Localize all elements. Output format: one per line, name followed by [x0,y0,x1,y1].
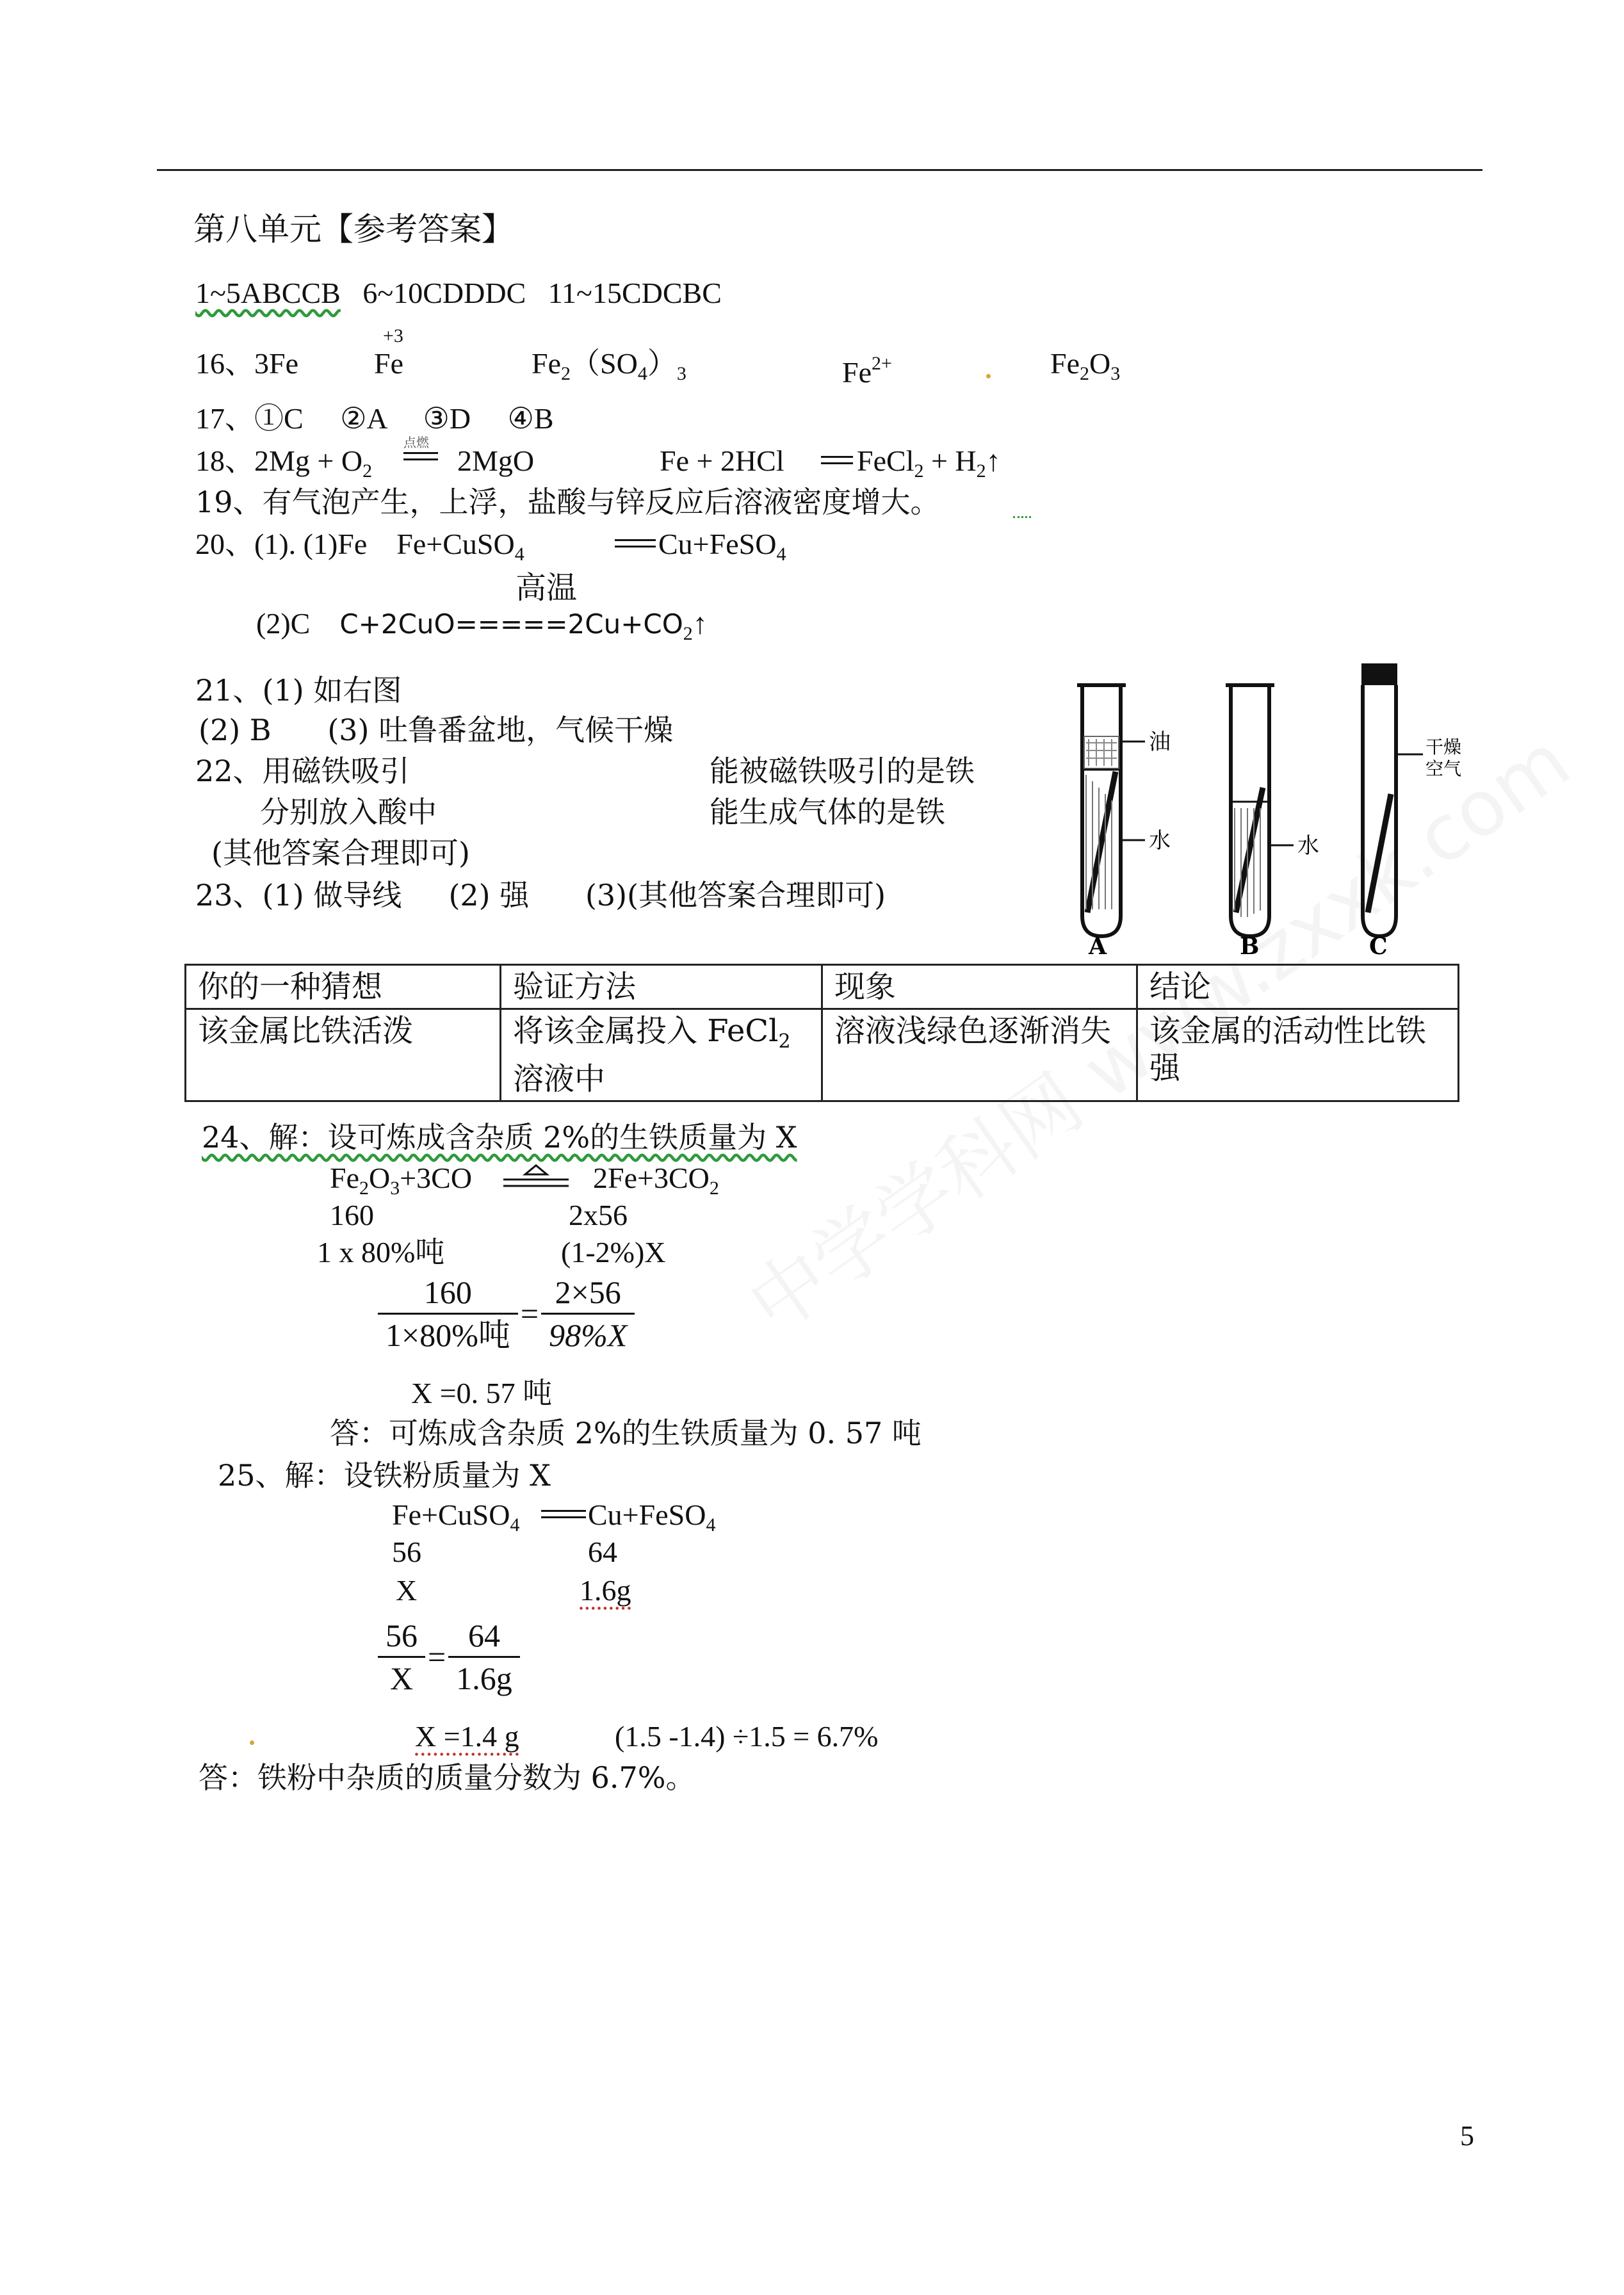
answer-1-5: 1~5ABCCB [195,277,341,309]
answer-25-proportion: $\frac{56}{X}$ = $\frac{64}{1.6g}$ [378,1615,520,1699]
answer-24-equation: $Fe_2O_3+3CO$ [330,1162,473,1199]
answer-24-conclusion: 答：可炼成含杂质 2%的生铁质量为 0. 57 吨 [330,1416,922,1450]
reaction-condition-high-temp: 高温 [516,570,578,606]
answer-25-conclusion: 答：铁粉中杂质的质量分数为 6.7%。 [199,1760,695,1795]
answer-25-mass-64: 64 [588,1536,617,1568]
wavy-mark [1013,512,1031,518]
answer-25-result: X =1.4 g [415,1720,519,1753]
label-water-b: 水 [1297,833,1319,859]
answer-24-result: X =0. 57 吨 [411,1377,553,1409]
answer-16-fe2so43: $Fe_2(SO_4)_3$ [532,347,686,384]
label-tube-a: A [1089,933,1107,960]
fraction-right: $\frac{2\times 56}{98\%X}$ [541,1272,635,1356]
answer-24-proportion: $\frac{160}{\text{1×80\%吨}}$ = $\frac{2\times 56}{98\%X}$ [378,1272,635,1356]
answer-23: 23、(1) 做导线 (2) 强 (3)(其他答案合理即可) [195,878,886,912]
fraction-right: $\frac{64}{1.6g}$ [448,1615,520,1699]
header-rule [157,169,1482,171]
answer-24-qty-ore: 1 x 80%吨 [317,1236,445,1269]
fraction-left: $\frac{160}{\text{1×80\%吨}}$ [378,1272,518,1356]
tube-a [1077,685,1145,936]
answer-25-intro: 25、解：设铁粉质量为 X [218,1458,551,1493]
heat-triangle-condition [501,1160,571,1192]
answer-19: 19、有气泡产生，上浮，盐酸与锌反应后溶液密度增大。 [195,485,940,519]
answer-24-mass-160: 160 [330,1199,374,1231]
answer-18-fe-hcl: Fe + 2HCl [660,444,784,477]
answer-20-line2: (2)C $C+2CuO=====2Cu+CO_2↑$ [256,607,708,644]
eq-line-top-20 [615,539,656,541]
answer-24-products: $2Fe+3CO_2$ [593,1162,719,1199]
answer-24-intro: 24、解：设可炼成含杂质 2%的生铁质量为 X [202,1120,797,1155]
fraction-left: $\frac{56}{X}$ [378,1615,425,1699]
answer-22-d: 能生成气体的是铁 [710,795,945,829]
answer-20-product: Cu+FeSO$_4$ [658,528,786,565]
page-number: 5 [1460,2120,1474,2152]
answer-line-1-15 [195,275,722,311]
answer-11-15: 11~15CDCBC [548,277,722,309]
answer-16-fe2o3: $Fe_2O_3$ [1050,347,1121,384]
reaction-condition-ignite: 点燃 [403,435,429,450]
label-air: 空气 [1425,758,1462,779]
table-header: 验证方法 [501,965,822,1009]
table-header: 结论 [1137,965,1459,1009]
eq-line-top [821,456,853,458]
answer-21-line2: (2) B (3) 吐鲁番盆地，气候干燥 [199,713,674,747]
eq-line-top-25 [541,1510,586,1512]
answer-20-line1: 20、(1). (1)Fe Fe+CuSO$_4$ [195,528,524,565]
table-header-row [186,965,1459,1009]
label-tube-b: B [1240,933,1260,960]
tube-b [1226,685,1294,936]
answer-24-qty-iron: (1-2%)X [561,1236,666,1269]
answer-22-e: (其他答案合理即可) [211,836,470,870]
label-water-a: 水 [1149,828,1171,854]
stray-dot [986,374,991,378]
table-row [186,1009,1459,1101]
answer-22-a: 22、用磁铁吸引 [195,754,410,788]
stray-dot [250,1740,254,1745]
answer-25-calc: (1.5 -1.4) ÷1.5 = 6.7% [615,1720,879,1753]
valence-mark: +3 [383,325,403,346]
test-tube-figure [1063,660,1473,961]
answer-18-product: 2MgO [457,444,535,477]
table-cell: 溶液浅绿色逐渐消失 [822,1009,1137,1101]
double-line-top [403,452,438,454]
label-tube-c: C [1369,933,1388,960]
answer-18: 18、$2Mg + O_2$ [195,444,373,482]
table-cell: 将该金属投入 FeCl$_2$ 溶液中 [501,1009,822,1101]
answer-18-products: FeCl$_2$ + $H_2↑$ [857,444,1001,482]
answer-16-fe-ion: $Fe^{2+}$ [842,353,892,389]
answer-25-1-6g: 1.6g [580,1574,631,1607]
double-line-bottom [403,458,438,460]
page-title: 第八单元【参考答案】 [193,211,514,248]
tube-c [1361,663,1423,936]
table-cell: 该金属的活动性比铁强 [1137,1009,1459,1101]
answer-16-fe: Fe [374,347,403,380]
answer-17: 17、①C ②A ③D ④B [195,402,554,435]
table-header: 你的一种猜想 [186,965,501,1009]
answer-21-line1: 21、(1) 如右图 [195,673,402,708]
eq-line-bottom-20 [615,546,656,547]
answer-6-10: 6~10CDDDC [362,277,526,309]
table-header: 现象 [822,965,1137,1009]
answer-22-c: 分别放入酸中 [260,795,437,829]
label-oil: 油 [1149,729,1171,755]
experiment-table [184,964,1459,1102]
answer-22-b: 能被磁铁吸引的是铁 [710,754,975,788]
eq-line-bottom [821,462,853,464]
answer-25-equation: Fe+CuSO$_4$ [392,1498,520,1536]
answer-25-products: Cu+FeSO$_4$ [588,1498,716,1536]
label-dry: 干燥 [1425,736,1462,758]
answer-25-x: X [396,1574,418,1607]
answer-16-label: 16、3Fe [195,347,298,380]
answer-16 [195,346,298,382]
answer-24-mass-2x56: 2x56 [569,1199,628,1231]
table-cell: 该金属比铁活泼 [186,1009,501,1101]
eq-line-bottom-25 [541,1516,586,1518]
answer-25-mass-56: 56 [392,1536,421,1568]
